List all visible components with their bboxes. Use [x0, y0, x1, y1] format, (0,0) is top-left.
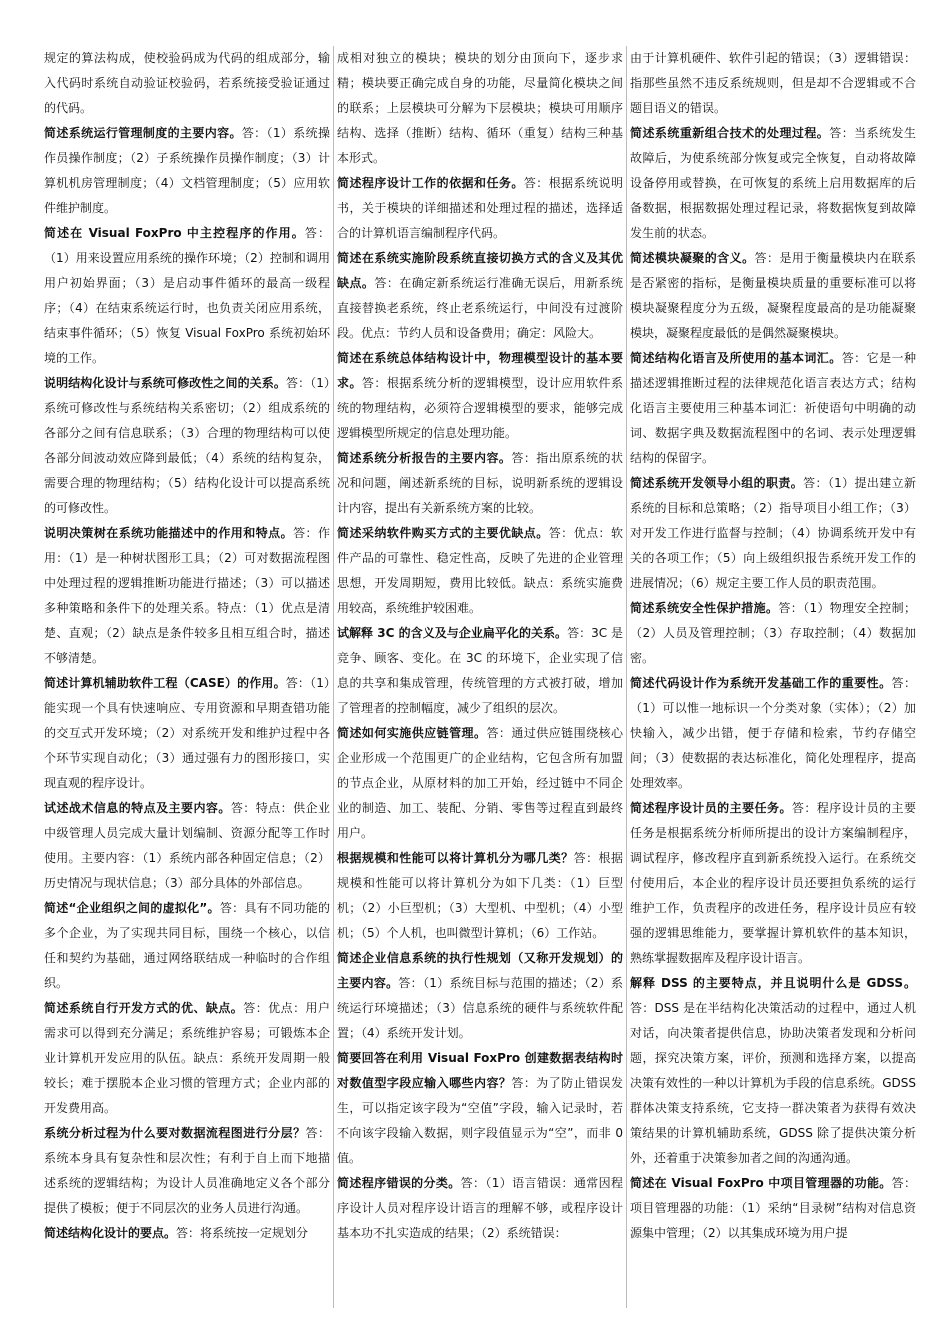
qa-entry — [44, 221, 330, 371]
column-1 — [44, 46, 330, 1308]
qa-entry — [337, 621, 623, 721]
qa-entry — [630, 971, 916, 1171]
qa-entry — [44, 371, 330, 521]
answer-text: 答：（1）系统操作员操作制度；（2）子系统操作员操作制度；（3）计算机机房管理制度；（4）文档管理制度；（5）应用软件维护制度。 — [44, 126, 330, 215]
answer-text: 答：（1）可以惟一地标识一个分类对象（实体）；（2）加快输入，减少出错，便于存储和检索，节约存储空间；（3）使数据的表达标准化，简化处理程序，提高处理效率。 — [630, 676, 916, 790]
qa-entry — [44, 1221, 330, 1246]
question-text: 简述系统安全性保护措施。 — [630, 601, 779, 615]
answer-text: 答：DSS 是在半结构化决策活动的过程中，通过人机对话，向决策者提供信息，协助决策者发现和分析问题，探究决策方案，评价，预测和选择方案，以提高决策有效性的一种以计算机为手段的信息系统。GDSS 群体决策支持系统，它支持一群决策者为获得有效决策结果的计算机辅助系统，GDSS 除了提供决策分析外，还着重于决策参加者之间的沟通沟通。 — [630, 1001, 916, 1165]
question-text: 说明决策树在系统功能描述中的作用和特点。 — [44, 526, 294, 540]
answer-text: 答：（1）用来设置应用系统的操作环境；（2）控制和调用用户初始界面；（3）是启动事件循环的最高一级程序；（4）在结束系统运行时，也负责关闭应用系统，结束事件循环；（5）恢复 Visual FoxPro 系统初始环境的工作。 — [44, 226, 330, 365]
qa-entry — [44, 46, 330, 121]
question-text: 简述系统自行开发方式的优、缺点。 — [44, 1001, 244, 1015]
question-text: 简述采纳软件购买方式的主要优缺点。 — [337, 526, 549, 540]
question-text: 简述程序设计工作的依据和任务。 — [337, 176, 524, 190]
answer-text: 答：（1）物理安全控制；（2）人员及管理控制；（3）存取控制；（4）数据加密。 — [630, 601, 916, 665]
qa-entry — [44, 796, 330, 896]
question-text: 简述程序设计员的主要任务。 — [630, 801, 792, 815]
answer-text: 答：它是一种描述逻辑推断过程的法律规范化语言表达方式；结构化语言主要使用三种基本词汇：祈使语句中明确的动词、数据字典及数据流程图中的名词、表示处理逻辑结构的保留字。 — [630, 351, 916, 465]
qa-entry — [337, 846, 623, 946]
question-text: 说明结构化设计与系统可修改性之间的关系。 — [44, 376, 286, 390]
question-text: 系统分析过程为什么要对数据流程图进行分层？ — [44, 1126, 306, 1140]
question-text: 简述结构化语言及所使用的基本词汇。 — [630, 351, 842, 365]
question-text: 简述在系统实施阶段系统直接切换方式的含义及其优缺点。 — [337, 251, 623, 290]
answer-text: 答：（1）语言错误：通常因程序设计人员对程序设计语言的理解不够，或程序设计基本功不扎实造成的结果；（2）系统错误： — [337, 1176, 623, 1240]
qa-entry — [337, 171, 623, 246]
qa-entry — [337, 346, 623, 446]
question-text: 解释 DSS 的主要特点，并且说明什么是 GDSS。 — [630, 976, 916, 990]
answer-text: 答：指出原系统的状况和问题，阐述新系统的目标，说明新系统的逻辑设计内容，提出有关新系统方案的比较。 — [337, 451, 623, 515]
question-text: 试解释 3C 的含义及与企业扁平化的关系。 — [337, 626, 568, 640]
answer-text: 答：根据系统说明书，关于模块的详细描述和处理过程的描述，选择适合的计算机语言编制程序代码。 — [337, 176, 623, 240]
qa-entry — [337, 946, 623, 1046]
answer-text: 答：优点：软件产品的可靠性、稳定性高，反映了先进的企业管理思想，开发周期短，费用比较低。缺点：系统实施费用较高，系统维护较困难。 — [337, 526, 623, 615]
answer-text: 答：项目管理器的功能：（1）采纳“目录树”结构对信息资源集中管理；（2）以其集成环境为用户提 — [630, 1176, 916, 1240]
qa-entry — [337, 1171, 623, 1246]
answer-text: 由于计算机硬件、软件引起的错误；（3）逻辑错误：指那些虽然不违反系统规则，但是却不合逻辑或不合题目语义的错误。 — [630, 51, 916, 115]
question-text: 根据规模和性能可以将计算机分为哪几类？ — [337, 851, 574, 865]
qa-entry — [44, 671, 330, 796]
answer-text: 答：（1）系统可修改性与系统结构关系密切；（2）组成系统的各部分之间有信息联系；（3）合理的物理结构可以使各部分间波动效应降到最低；（4）系统的结构复杂，需要合理的物理结构；（5）结构化设计可以提高系统的可修改性。 — [44, 376, 330, 515]
answer-text: 答：3C 是竞争、顾客、变化。在 3C 的环境下，企业实现了信息的共享和集成管理，传统管理的方式被打破，增加了管理者的控制幅度，减少了组织的层次。 — [337, 626, 623, 715]
qa-entry — [44, 121, 330, 221]
answer-text: 答：程序设计员的主要任务是根据系统分析师所提出的设计方案编制程序，调试程序，修改程序直到新系统投入运行。在系统交付使用后，本企业的程序设计员还要担负系统的运行维护工作，负责程序的改进任务，程序设计员应有较强的逻辑思维能力，要掌握计算机软件的基本知识，熟练掌握数据库及程序设计语言。 — [630, 801, 916, 965]
answer-text: 答：在确定新系统运行准确无误后，用新系统直接替换老系统，终止老系统运行，中间没有过渡阶段。优点：节约人员和设备费用；确定：风险大。 — [337, 276, 623, 340]
answer-text: 答：将系统按一定规划分 — [176, 1226, 309, 1240]
question-text: 简述模块凝聚的含义。 — [630, 251, 755, 265]
qa-entry — [337, 721, 623, 846]
answer-text: 答：作用：（1）是一种树状图形工具；（2）可对数据流程图中处理过程的逻辑推断功能进行描述；（3）可以描述多种策略和条件下的处理关系。特点：（1）优点是清楚、直观；（2）缺点是条件较多且相互组合时，描述不够清楚。 — [44, 526, 330, 665]
qa-entry — [44, 1121, 330, 1221]
answer-text: 答：（1）能实现一个具有快速响应、专用资源和早期查错功能的交互式开发环境；（2）对系统开发和维护过程中各个环节实现自动化；（3）通过强有力的图形接口，实现直观的程序设计。 — [44, 676, 330, 790]
question-text: 简要回答在利用 Visual FoxPro 创建数据表结构时对数值型字段应输入哪些内容？ — [337, 1051, 623, 1090]
three-column-text — [44, 46, 916, 1308]
qa-entry — [630, 1171, 916, 1246]
question-text: 试述战术信息的特点及主要内容。 — [44, 801, 231, 815]
answer-text: 答：（1）提出建立新系统的目标和总策略；（2）指导项目小组工作；（3）对开发工作进行监督与控制；（4）协调系统开发中有关的各项工作；（5）向上级组织报告系统开发工作的进展情况；（6）规定主要工作人员的职责范围。 — [630, 476, 916, 590]
answer-text: 答：通过供应链围绕核心企业形成一个范围更广的企业结构，它包含所有加盟的节点企业，从原材料的加工开始，经过链中不同企业的制造、加工、装配、分销、零售等过程直到最终用户。 — [337, 726, 623, 840]
question-text: 简述“企业组织之间的虚拟化”。 — [44, 901, 220, 915]
qa-entry — [630, 46, 916, 121]
question-text: 简述如何实施供应链管理。 — [337, 726, 487, 740]
column-3 — [626, 46, 916, 1308]
qa-entry — [44, 996, 330, 1121]
qa-entry — [630, 671, 916, 796]
qa-entry — [337, 46, 623, 171]
question-text: 简述系统开发领导小组的职责。 — [630, 476, 804, 490]
column-2 — [333, 46, 623, 1308]
question-text: 简述计算机辅助软件工程（CASE）的作用。 — [44, 676, 286, 690]
qa-entry — [337, 446, 623, 521]
question-text: 简述代码设计作为系统开发基础工作的重要性。 — [630, 676, 892, 690]
qa-entry — [337, 1046, 623, 1171]
answer-text: 答：根据系统分析的逻辑模型，设计应用软件系统的物理结构，必须符合逻辑模型的要求，能够完成逻辑模型所规定的信息处理功能。 — [337, 376, 623, 440]
answer-text: 答：当系统发生故障后，为使系统部分恢复或完全恢复，自动将故障设备停用或替换，在可恢复的系统上启用数据库的后备数据，根据数据处理过程记录，将数据恢复到故障发生前的状态。 — [630, 126, 916, 240]
question-text: 简述程序错误的分类。 — [337, 1176, 461, 1190]
qa-entry — [337, 521, 623, 621]
qa-entry — [337, 246, 623, 346]
question-text: 简述在 Visual FoxPro 中主控程序的作用。 — [44, 226, 305, 240]
qa-entry — [630, 796, 916, 971]
answer-text: 答：为了防止错误发生，可以指定该字段为“空值”字段，输入记录时，若不向该字段输入数据，则字段值显示为“空”，而非 0 值。 — [337, 1076, 623, 1165]
answer-text: 成相对独立的模块；模块的划分由顶向下，逐步求精；模块要正确完成自身的功能，尽量简化模块之间的联系；上层模块可分解为下层模块；模块可用顺序结构、选择（推断）结构、循环（重复）结构三种基本形式。 — [337, 51, 623, 165]
qa-entry — [630, 346, 916, 471]
qa-entry — [630, 246, 916, 346]
answer-text: 答：（1）系统目标与范围的描述；（2）系统运行环境描述；（3）信息系统的硬件与系统软件配置；（4）系统开发计划。 — [337, 976, 623, 1040]
answer-text: 规定的算法构成，使校验码成为代码的组成部分，输入代码时系统自动验证校验码，若系统接受验证通过的代码。 — [44, 51, 330, 115]
qa-entry — [44, 521, 330, 671]
question-text: 简述在 Visual FoxPro 中项目管理器的功能。 — [630, 1176, 892, 1190]
question-text: 简述企业信息系统的执行性规划（又称开发规划）的主要内容。 — [337, 951, 623, 990]
question-text: 简述系统分析报告的主要内容。 — [337, 451, 512, 465]
qa-entry — [630, 596, 916, 671]
answer-text: 答：是用于衡量模块内在联系是否紧密的指标，是衡量模块质量的重要标准可以将模块凝聚程度分为五级，凝聚程度最高的是功能凝聚模块，凝聚程度最低的是偶然凝聚模块。 — [630, 251, 916, 340]
question-text: 简述结构化设计的要点。 — [44, 1226, 177, 1240]
answer-text: 答：根据规模和性能可以将计算机分为如下几类：（1）巨型机；（2）小巨型机；（3）大型机、中型机；（4）小型机；（5）个人机，也叫微型计算机；（6）工作站。 — [337, 851, 623, 940]
qa-entry — [44, 896, 330, 996]
answer-text: 答：特点：供企业中级管理人员完成大量计划编制、资源分配等工作时使用。主要内容：（1）系统内部各种固定信息；（2）历史情况与现状信息；（3）部分具体的外部信息。 — [44, 801, 330, 890]
qa-entry — [630, 121, 916, 246]
question-text: 简述系统重新组合技术的处理过程。 — [630, 126, 830, 140]
qa-entry — [630, 471, 916, 596]
answer-text: 答：系统本身具有复杂性和层次性；有利于自上而下地描述系统的逻辑结构；为设计人员准确地定义各个部分提供了模板；便于不同层次的业务人员进行沟通。 — [44, 1126, 330, 1215]
question-text: 简述在系统总体结构设计中，物理模型设计的基本要求。 — [337, 351, 623, 390]
answer-text: 答：优点：用户需求可以得到充分满足；系统维护容易；可锻炼本企业计算机开发应用的队伍。缺点：系统开发周期一般较长；难于摆脱本企业习惯的管理方式；企业内部的开发费用高。 — [44, 1001, 330, 1115]
answer-text: 答：具有不同功能的多个企业，为了实现共同目标，围绕一个核心，以信任和契约为基础，通过网络联结成一种临时的合作组织。 — [44, 901, 330, 990]
question-text: 简述系统运行管理制度的主要内容。 — [44, 126, 242, 140]
